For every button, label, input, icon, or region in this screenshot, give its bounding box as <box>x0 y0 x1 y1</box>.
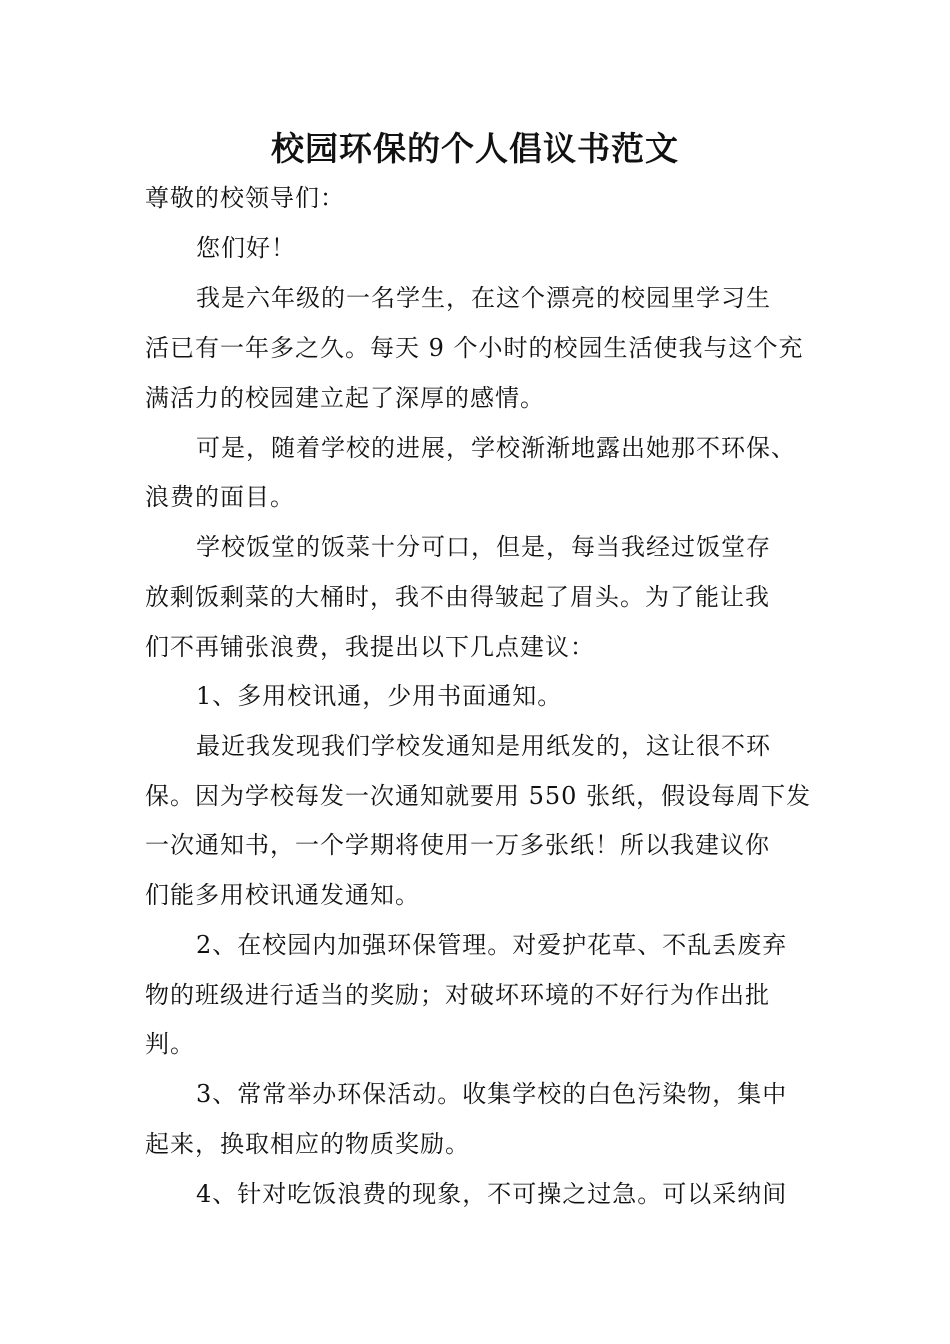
paragraph-line: 学校饭堂的饭菜十分可口，但是，每当我经过饭堂存 <box>196 533 771 561</box>
paragraph-line: 最近我发现我们学校发通知是用纸发的，这让很不环 <box>196 732 771 760</box>
paragraph-line: 浪费的面目。 <box>145 483 295 511</box>
paragraph-line: 保。因为学校每发一次通知就要用 550 张纸，假设每周下发 <box>145 782 812 810</box>
paragraph-line: 们能多用校讯通发通知。 <box>145 881 420 909</box>
suggestion-heading-2: 2、在校园内加强环保管理。对爱护花草、不乱丢废弃 <box>196 931 788 959</box>
paragraph-line: 们不再铺张浪费，我提出以下几点建议： <box>145 633 595 661</box>
suggestion-heading-3: 3、常常举办环保活动。收集学校的白色污染物，集中 <box>196 1080 788 1108</box>
paragraph-line: 起来，换取相应的物质奖励。 <box>145 1130 470 1158</box>
suggestion-heading-4: 4、针对吃饭浪费的现象，不可操之过急。可以采纳间 <box>196 1180 788 1208</box>
salutation: 尊敬的校领导们： <box>145 184 345 212</box>
paragraph-line: 放剩饭剩菜的大桶时，我不由得皱起了眉头。为了能让我 <box>145 583 770 611</box>
suggestion-heading-1: 1、多用校讯通，少用书面通知。 <box>196 682 563 710</box>
paragraph-line: 物的班级进行适当的奖励；对破坏环境的不好行为作出批 <box>145 981 770 1009</box>
paragraph-line: 活已有一年多之久。每天 9 个小时的校园生活使我与这个充 <box>145 334 804 362</box>
paragraph-line: 判。 <box>145 1030 195 1058</box>
paragraph-line: 可是，随着学校的进展，学校渐渐地露出她那不环保、 <box>196 434 796 462</box>
paragraph-line: 满活力的校园建立起了深厚的感情。 <box>145 384 545 412</box>
document-title: 校园环保的个人倡议书范文 <box>271 129 679 168</box>
paragraph-line: 我是六年级的一名学生，在这个漂亮的校园里学习生 <box>196 284 771 312</box>
paragraph-line: 一次通知书，一个学期将使用一万多张纸！所以我建议你 <box>145 831 770 859</box>
greeting: 您们好！ <box>196 234 296 262</box>
